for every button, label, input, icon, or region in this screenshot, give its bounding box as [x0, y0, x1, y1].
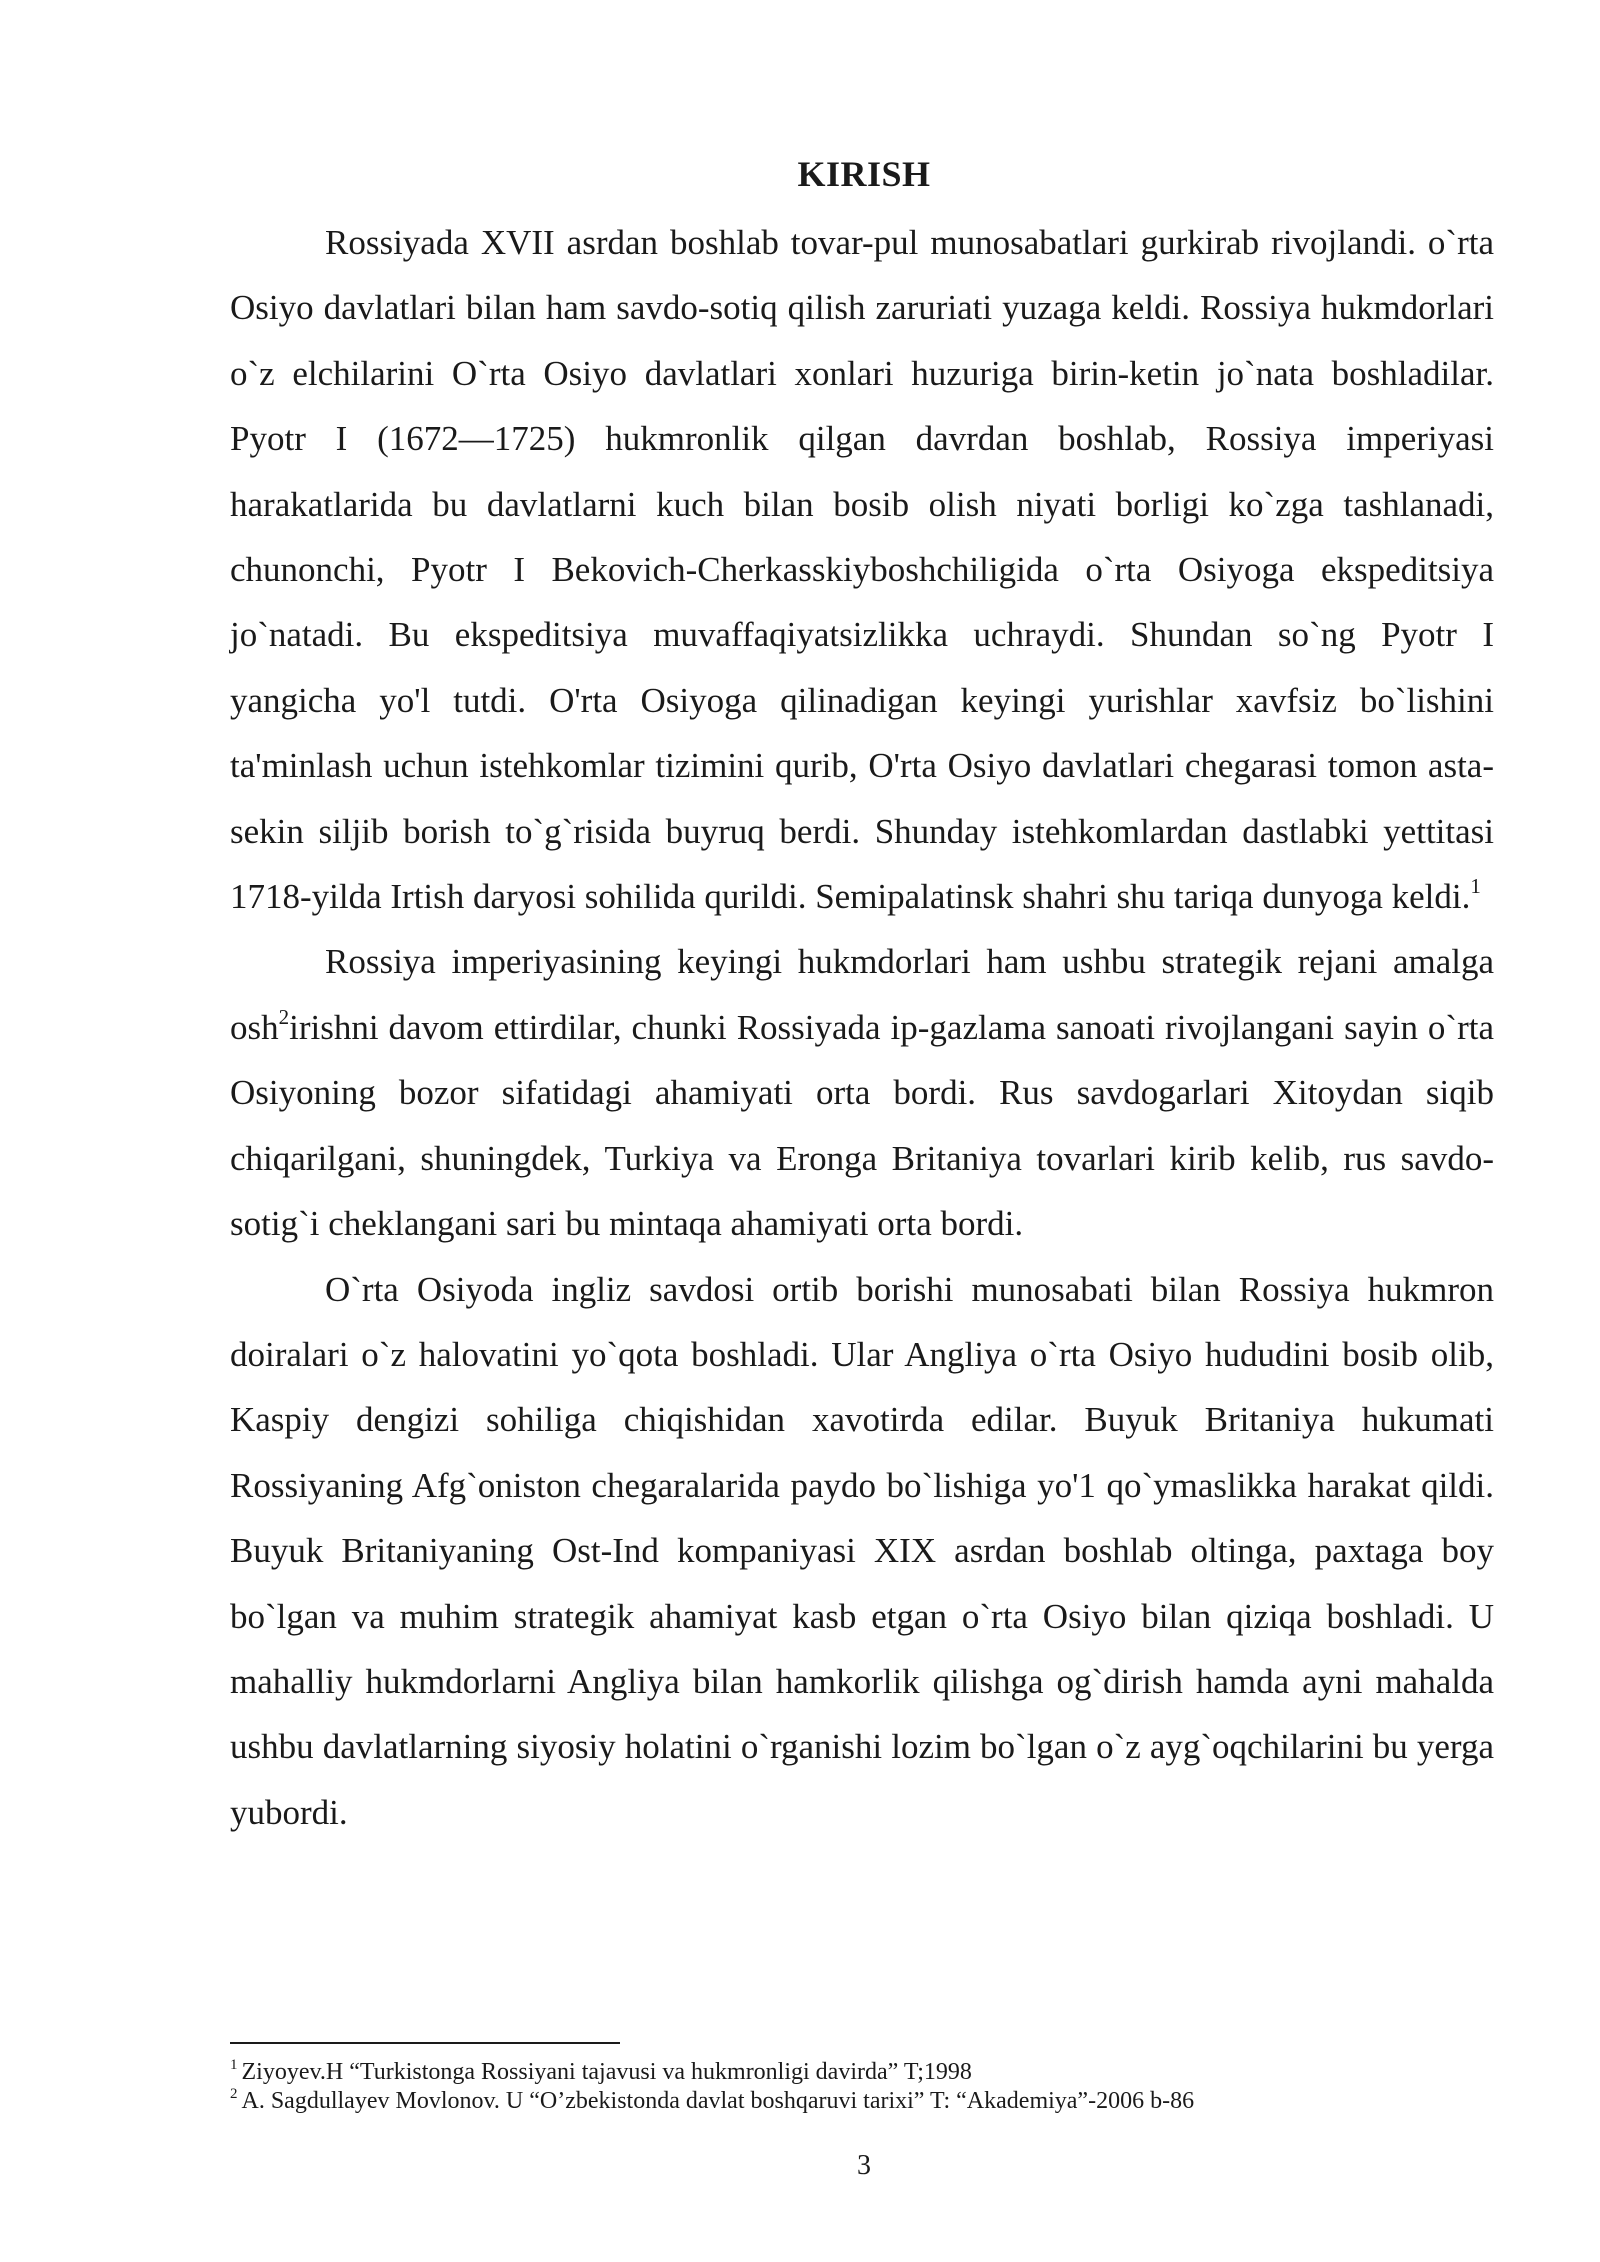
footnote-2: [230, 2087, 1494, 2116]
paragraph-3: [230, 1257, 1494, 1846]
paragraph-2-text-after: irishni davom ettirdilar, chunki Rossiyada ip-gazlama sanoati rivojlangani sayin o`rta Osiyoning bozor sifatidagi ahamiyati orta bordi. Rus savdogarlari Xitoydan siqib chiqarilgani, shuningdek, Turkiya va Eronga Britaniya tovarlari kirib kelib, rus savdo-sotig`i cheklangani sari bu mintaqa ahamiyati orta bordi.: [230, 1007, 1494, 1244]
paragraph-2: [230, 929, 1494, 1256]
footnote-2-text: A. Sagdullayev Movlonov. U “O’zbekistonda davlat boshqaruvi tarixi” T: “Akademiya”-2006 b-86: [241, 2088, 1195, 2114]
footnote-2-mark: 2: [230, 2086, 238, 2102]
footnote-1-mark: 1: [230, 2057, 238, 2073]
page-title: KIRISH: [797, 154, 931, 194]
footnote-ref-1[interactable]: 1: [1470, 874, 1481, 899]
footnote-ref-2[interactable]: 2: [278, 1004, 290, 1029]
paragraph-2-text-before: Rossiya imperiyasining keyingi hukmdorlari ham ushbu strategik rejani amalga osh: [230, 942, 1494, 1047]
page-number: 3: [857, 2150, 871, 2181]
footnotes: [230, 2058, 1494, 2116]
footnote-1: [230, 2058, 1494, 2087]
footnote-1-text: Ziyoyev.H “Turkistonga Rossiyani tajavusi va hukmronligi davirda” T;1998: [241, 2059, 972, 2085]
body-text: [230, 210, 1494, 1845]
paragraph-1-text: Rossiyada XVII asrdan boshlab tovar-pul munosabatlari gurkirab rivojlandi. o`rta Osiyo davlatlari bilan ham savdo-sotiq qilish zaruriati yuzaga keldi. Rossiya hukmdorlari o`z elchilarini O`rta Osiyo davlatlari xonlari huzuriga birin-ketin jo`nata boshladilar. Pyotr I (1672—1725) hukmronlik qilgan davrdan boshlab, Rossiya imperiyasi harakatlarida bu davlatlarni kuch bilan bosib olish niyati borligi ko`zga tashlanadi, chunonchi, Pyotr I Bekovich-Cherkasskiyboshchiligida o`rta Osiyoga ekspeditsiya jo`natadi. Bu ekspeditsiya muvaffaqiyatsizlikka uchraydi. Shundan so`ng Pyotr I yangicha yo'l tutdi. O'rta Osiyoga qilinadigan keyingi yurishlar xavfsiz bo`lishini ta'minlash uchun istehkomlar tizimini qurib, O'rta Osiyo davlatlari chegarasi tomon asta-sekin siljib borish to`g`risida buyruq berdi. Shunday istehkomlardan dastlabki yettitasi 1718-yilda Irtish daryosi sohilida qurildi. Semipalatinsk shahri shu tariqa dunyoga keldi.: [230, 223, 1494, 917]
paragraph-1: [230, 210, 1494, 929]
paragraph-3-text: O`rta Osiyoda ingliz savdosi ortib borishi munosabati bilan Rossiya hukmron doiralari o`z halovatini yo`qota boshladi. Ular Angliya o`rta Osiyo hududini bosib olib, Kaspiy dengizi sohiliga chiqishidan xavotirda edilar. Buyuk Britaniya hukumati Rossiyaning Afg`oniston chegaralarida paydo bo`lishiga yo'1 qo`ymaslikka harakat qildi. Buyuk Britaniyaning Ost-Ind kompaniyasi XIX asrdan boshlab oltinga, paxtaga boy bo`lgan va muhim strategik ahamiyat kasb etgan o`rta Osiyo bilan qiziqa boshladi. U mahalliy hukmdorlarni Angliya bilan hamkorlik qilishga og`dirish hamda ayni mahalda ushbu davlatlarning siyosiy holatini o`rganishi lozim bo`lgan o`z ayg`oqchilarini bu yerga yubordi.: [230, 1269, 1494, 1832]
footnote-separator: [230, 2042, 620, 2044]
